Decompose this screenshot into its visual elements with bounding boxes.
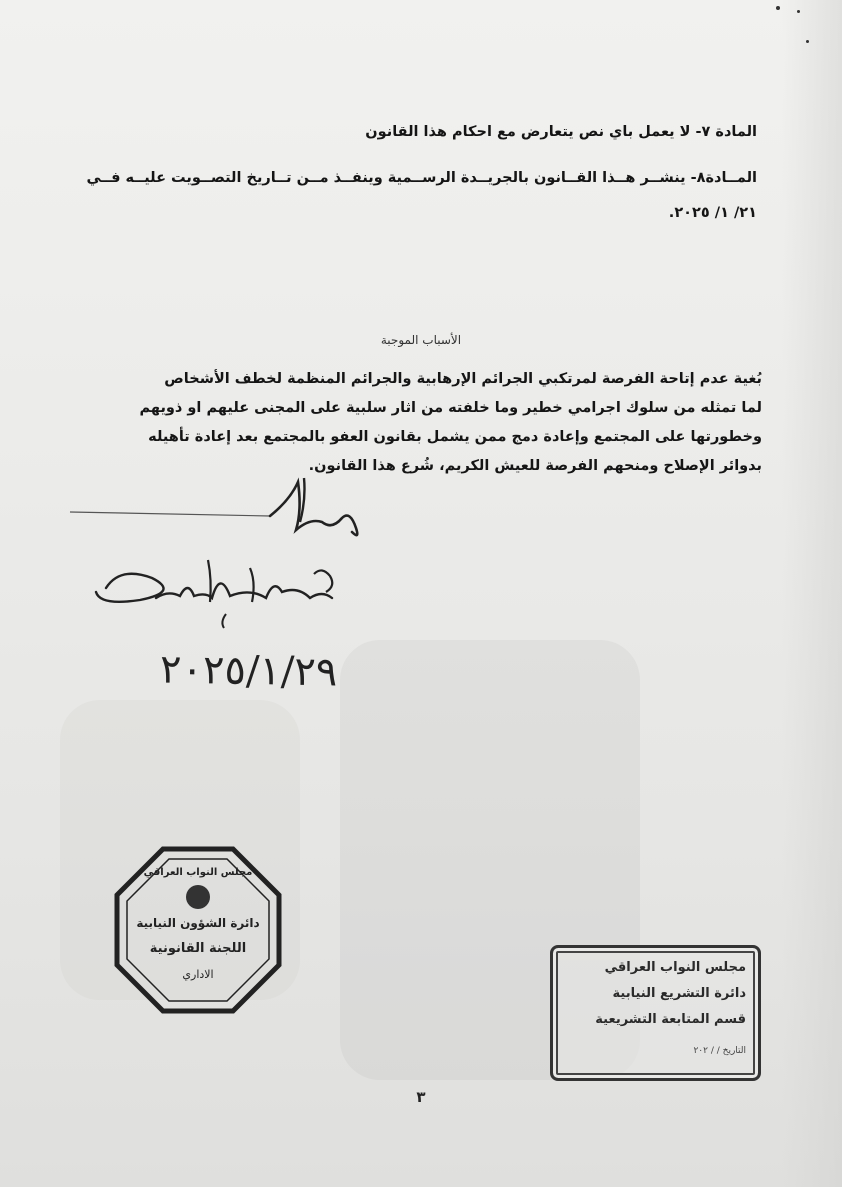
speck [776, 6, 780, 10]
page-fold-shading [782, 0, 842, 1187]
article-7: المادة ٧- لا يعمل باي نص يتعارض مع احكام هذا القانون [365, 124, 757, 140]
reasons-line: وخطورتها على المجتمع وإعادة دمج ممن يشمل بقانون العفو بالمجتمع بعد إعادة تأهيله [148, 429, 762, 445]
svg-text:الاداري: الاداري [182, 968, 214, 981]
reasons-line: بدوائر الإصلاح ومنحهم الفرصة للعيش الكريم، شُرع هذا القانون. [308, 458, 762, 474]
speck [797, 10, 800, 13]
stamp-line: دائرة التشريع النيابية [612, 986, 746, 1001]
svg-text:دائرة الشؤون النيابية: دائرة الشؤون النيابية [136, 916, 260, 930]
reasons-heading: الأسباب الموجبة [380, 333, 462, 347]
stamp-date-line: التاريخ / / ٢٠٢ [693, 1046, 746, 1056]
stamp-line: قسم المتابعة التشريعية [595, 1012, 746, 1027]
article-8-line-1: المــادة٨- ينشــر هــذا القــانون بالجريــدة الرســمية وينفــذ مــن تــاريخ التصــويت عليــه فــي [86, 170, 757, 186]
stamp-line: مجلس النواب العراقي [604, 960, 746, 975]
speck [806, 40, 809, 43]
rectangular-stamp [550, 945, 761, 1081]
svg-text:مجلس النواب العراقي: مجلس النواب العراقي [143, 867, 253, 878]
page-number: ٣ [416, 1088, 426, 1106]
article-8-line-2: ٢١/ ١/ ٢٠٢٥. [668, 205, 757, 221]
handwritten-signature [60, 470, 390, 640]
octagonal-stamp [113, 845, 283, 1015]
reasons-line: بُغية عدم إتاحة الفرصة لمرتكبي الجرائم الإرهابية والجرائم المنظمة لخطف الأشخاص [164, 371, 762, 387]
signature-date: ٢٠٢٥/١/٢٩ [159, 646, 338, 696]
reasons-line: لما تمثله من سلوك اجرامي خطير وما خلفته من اثار سلبية على المجنى عليهم او ذويهم [139, 400, 762, 416]
svg-text:اللجنة القانونية: اللجنة القانونية [149, 941, 247, 956]
